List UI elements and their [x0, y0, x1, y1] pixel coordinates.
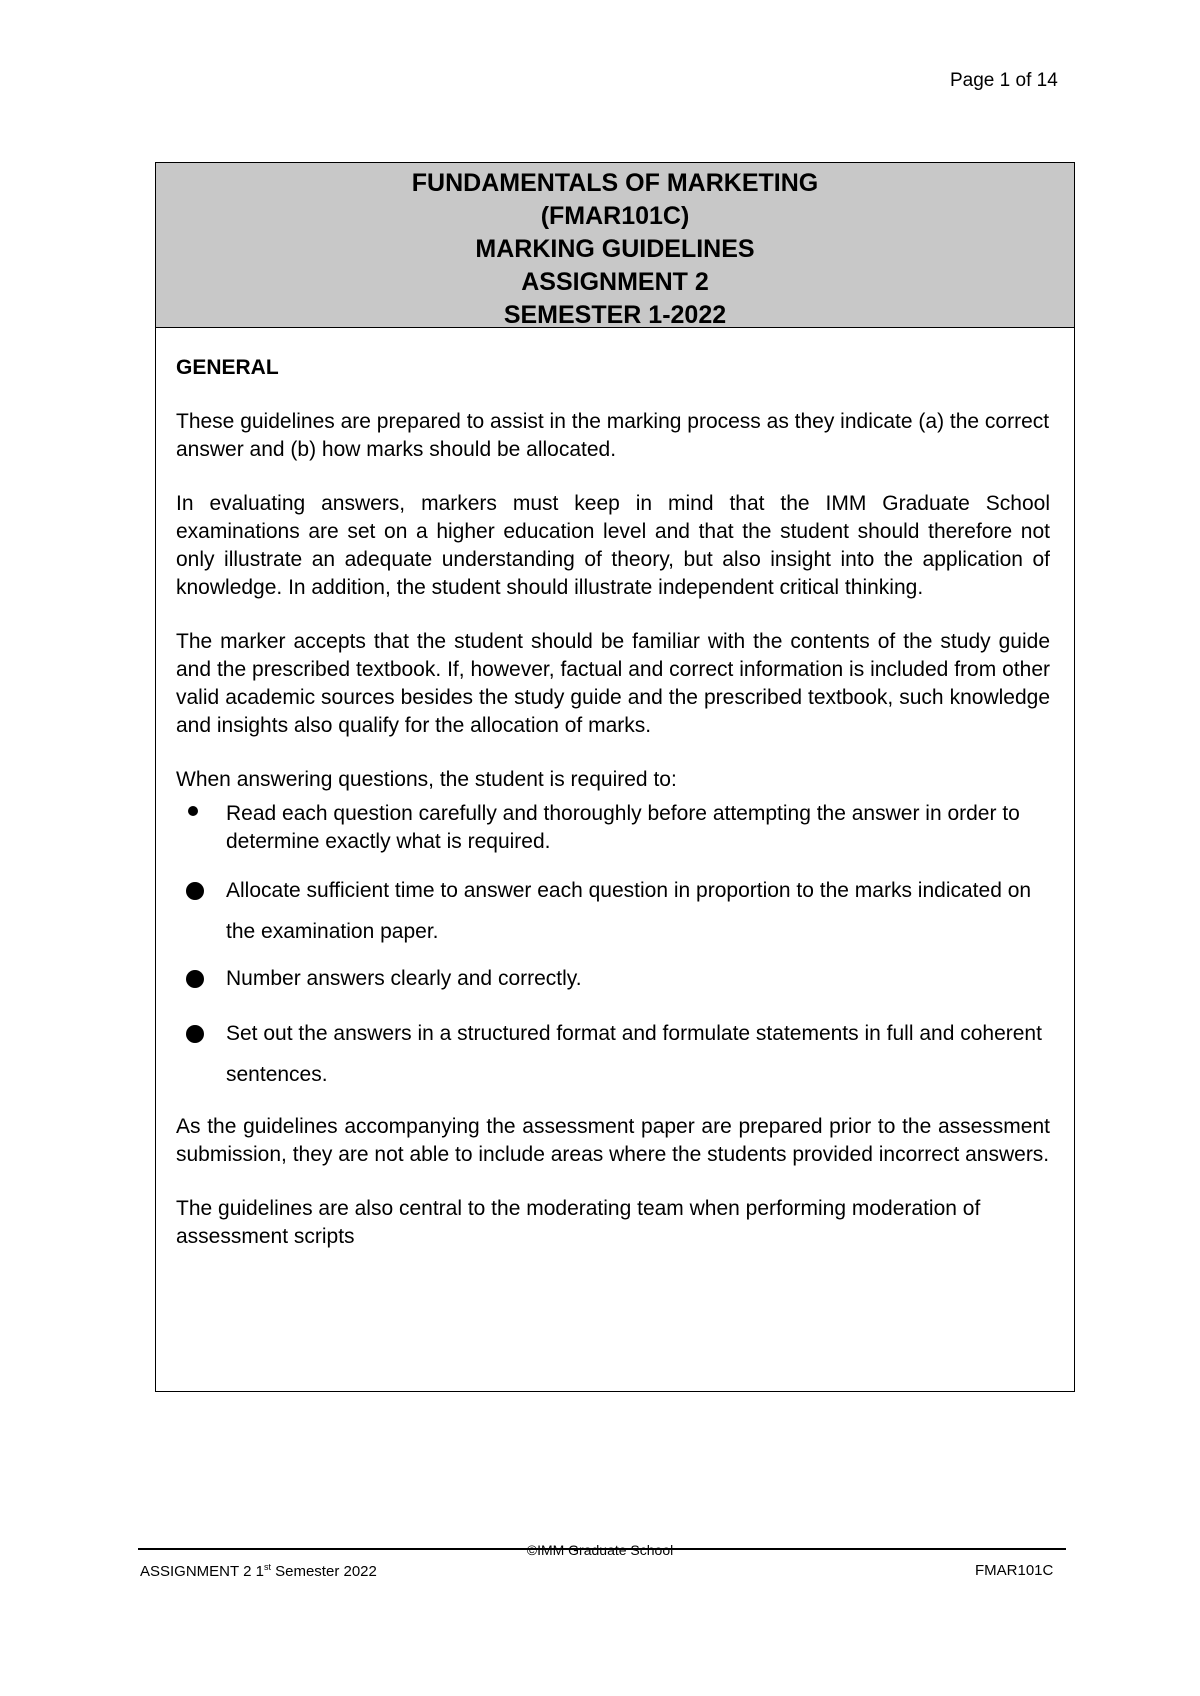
guidelines-box [155, 162, 1075, 1392]
guidelines-body [156, 328, 1074, 1251]
course-code: (FMAR101C) [540, 202, 690, 230]
assignment-number: ASSIGNMENT 2 [521, 268, 709, 296]
list-item-text: Read each question carefully and thoroughly before attempting the answer in order to determine exactly what is required. [226, 802, 1020, 853]
list-item [176, 800, 1050, 856]
bullet-icon [186, 882, 204, 900]
list-item [176, 958, 1050, 999]
footer-course-code: FMAR101C [975, 1562, 1054, 1579]
section-title: GENERAL [176, 356, 279, 379]
footer-copyright: ©IMM Graduate School [526, 1542, 674, 1558]
footer-assignment-prefix: ASSIGNMENT 2 1 [140, 1563, 264, 1580]
list-item-text: Set out the answers in a structured format and formulate statements in full and coherent sentences. [226, 1022, 1042, 1086]
paragraph: The guidelines are also central to the moderating team when performing moderation of assessment scripts [176, 1197, 981, 1248]
semester: SEMESTER 1-2022 [503, 301, 727, 329]
course-title: FUNDAMENTALS OF MARKETING [411, 169, 819, 197]
footer-assignment-suffix: Semester 2022 [270, 1563, 377, 1580]
requirements-list [176, 800, 1050, 1095]
paragraph: The marker accepts that the student should be familiar with the contents of the study guide and the prescribed textbook. If, however, factual and correct information is included from other valid academic sources besides the study guide and the prescribed textbook, such knowledge and insights also qualify for the allocation of marks. [176, 630, 1050, 737]
page-number: Page 1 of 14 [950, 70, 1058, 91]
list-item [176, 870, 1050, 952]
footer-ordinal: st [263, 1562, 271, 1572]
list-item-text: Number answers clearly and correctly. [226, 967, 582, 990]
list-item-text: Allocate sufficient time to answer each question in proportion to the marks indicated on the examination paper. [226, 879, 1032, 943]
footer-divider [138, 1548, 1066, 1550]
footer-assignment [140, 1562, 377, 1580]
bullet-icon [188, 806, 198, 816]
document-type: MARKING GUIDELINES [475, 235, 755, 263]
paragraph: These guidelines are prepared to assist in the marking process as they indicate (a) the correct answer and (b) how marks should be allocated. [176, 410, 1050, 461]
paragraph: In evaluating answers, markers must keep in mind that the IMM Graduate School examinations are set on a higher education level and that the student should therefore not only illustrate an adequate understanding of theory, but also insight into the application of knowledge. In addition, the student should illustrate independent critical thinking. [176, 492, 1050, 599]
paragraph: As the guidelines accompanying the assessment paper are prepared prior to the assessment submission, they are not able to include areas where the students provided incorrect answers. [176, 1115, 1050, 1166]
bullet-icon [186, 970, 204, 988]
list-intro: When answering questions, the student is required to: [176, 768, 677, 791]
title-block [156, 163, 1074, 328]
bullet-icon [186, 1025, 204, 1043]
list-item [176, 1013, 1050, 1095]
